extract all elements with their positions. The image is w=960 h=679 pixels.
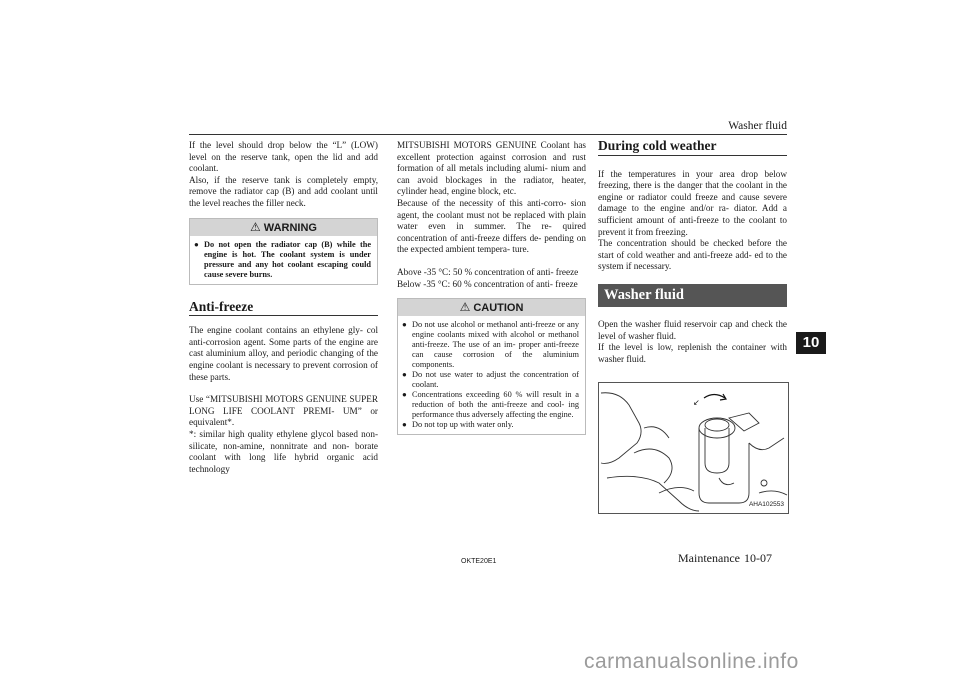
caution-triangle-icon: ⚠ [459, 300, 471, 315]
paragraph: Open the washer fluid reservoir cap and check the level of washer fluid. [598, 318, 787, 341]
paragraph: Also, if the reserve tank is completely empty, remove the radiator cap (B) and add coolant until the level reaches the filler neck. [189, 174, 378, 208]
header-rule [189, 134, 787, 135]
washer-reservoir-illustration [599, 383, 788, 513]
paragraph: The concentration should be checked before the start of cold weather and anti-freeze add- ed to the system if necessary. [598, 238, 787, 272]
washer-reservoir-figure [598, 382, 789, 514]
section-title-anti-freeze: Anti-freeze [189, 301, 378, 317]
paragraph: *: similar high quality ethylene glycol based non-silicate, non-amine, nonnitrate and non- borate coolant with long life hybrid organic acid technology [189, 428, 378, 474]
section-title-washer-fluid: Washer fluid [598, 284, 787, 307]
paragraph: If the temperatures in your area drop below freezing, there is the danger that the coolant in the engine or radiator could freeze and cause severe damage to the engine and/or ra- diator. Add a sufficient amount of anti-freeze to the coolant to prevent it from freezing. [598, 168, 787, 237]
caution-item: ● Do not use water to adjust the concentration of coolant. [402, 370, 579, 390]
bullet-icon: ● [402, 370, 407, 380]
bullet-icon: ● [402, 320, 407, 330]
page-number: 10-07 [744, 551, 772, 565]
caution-header [398, 299, 585, 316]
warning-item: ● Do not open the radiator cap (B) while the engine is hot. The coolant system is under pressure and any hot coolant escaping could cause severe burns. [194, 239, 371, 279]
paragraph: Because of the necessity of this anti-corro- sion agent, the coolant must not be replaced with plain water even in summer. The re- quired concentration of anti-freeze differs de- pending on the expected ambient tempera- ture. [397, 197, 586, 255]
paragraph: MITSUBISHI MOTORS GENUINE Coolant has excellent protection against corrosion and rust formation of all metals including alumi- nium and can avoid blockages in the radiator, heater, cylinder head, engine block, etc. [397, 140, 586, 197]
footer-chapter: Maintenance [678, 551, 740, 565]
running-header: Washer fluid [728, 120, 787, 132]
figure-code: AHA102553 [748, 500, 784, 508]
caution-item: ● Concentrations exceeding 60 % will result in a reduction of both the anti-freeze and cool- ing performance thus adversely affecting the engine. [402, 390, 579, 420]
caution-label: CAUTION [473, 302, 524, 315]
warning-triangle-icon: ⚠ [250, 219, 261, 234]
bullet-icon: ● [402, 390, 407, 400]
watermark: carmanualsonline.info [584, 650, 799, 673]
chapter-tab: 10 [796, 332, 826, 354]
warning-box [189, 218, 378, 285]
caution-item: ● Do not use alcohol or methanol anti-freeze or any engine coolants mixed with alcohol or methanol anti-freeze. The use of an im- proper anti-freeze can cause corrosion of the aluminium components. [402, 320, 579, 370]
paragraph: Use “MITSUBISHI MOTORS GENUINE SUPER LONG LIFE COOLANT PREMI- UM” or equivalent*. [189, 394, 378, 428]
column-1 [189, 140, 378, 475]
column-3 [598, 140, 787, 514]
warning-header [190, 219, 377, 236]
paragraph: Above -35 °C: 50 % concentration of anti- freeze [397, 266, 579, 277]
paragraph: Below -35 °C: 60 % concentration of anti- freeze [397, 278, 578, 289]
footer-code: OKTE20E1 [461, 558, 497, 565]
svg-text:↙: ↙ [693, 398, 700, 408]
bullet-icon: ● [194, 239, 199, 249]
caution-box [397, 298, 586, 435]
paragraph: The engine coolant contains an ethylene gly- col anti-corrosion agent. Some parts of the engine are cast aluminium alloy, and periodic changing of the engine coolant is necessary to prevent corrosion of these parts. [189, 325, 378, 382]
paragraph: If the level is low, replenish the container with washer fluid. [598, 342, 787, 364]
paragraph: If the level should drop below the “L” (LOW) level on the reserve tank, open the lid and add coolant. [189, 140, 378, 174]
section-title-cold-weather: During cold weather [598, 140, 787, 156]
bullet-icon: ● [402, 420, 407, 430]
warning-label: WARNING [263, 221, 317, 234]
caution-item: ● Do not top up with water only. [402, 420, 514, 430]
column-2 [397, 140, 586, 435]
